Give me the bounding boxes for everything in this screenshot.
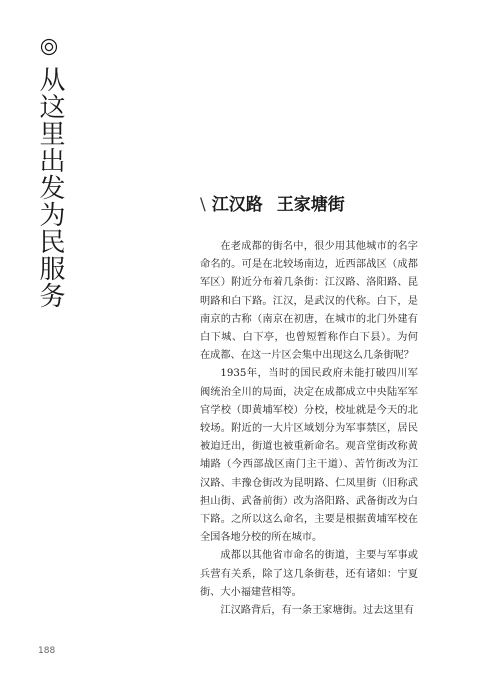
page-number: 188 <box>38 646 56 656</box>
paragraph: 江汉路背后，有一条王家塘街。过去这里有 <box>220 605 414 617</box>
paragraph: 成都以其他省市命名的街道，主要与军事或兵营有关系，除了这几条街巷，还有诸如：宁夏街、大小福建营相等。 <box>200 550 418 598</box>
chapter-title: 从这里出发为民服务 <box>35 66 65 309</box>
section-title-part2: 王家塘街 <box>276 195 345 215</box>
paragraph: 1935年，当时的国民政府未能打破四川军阀统治全川的局面，决定在成都成立中央陆军军官学校（即黄埔军校）分校，校址就是今天的北较场。附近的一大片区域划分为军事禁区，居民被迫迁出，街道也被重新命名。观音堂街改称黄埔路（今西部战区南门主干道）、苦竹街改为江汉路、丰豫仓街改为昆明路、仁凤里街（旧称武担山街、武备前街）改为洛阳路、武备街改为白下路。之所以这么命名，主要是根据黄埔军校在全国各地分校的所在城市。 <box>200 368 418 544</box>
section-slash: \ <box>200 195 206 215</box>
double-circle-icon <box>40 38 58 56</box>
paragraph: 在老成都的街名中，很少用其他城市的名字命名的。可是在北较场南边，近西部战区（成都军区）附近分布着几条街：江汉路、洛阳路、昆明路和白下路。江汉，是武汉的代称。白下，是南京的古称（南京在初唐，在城市的北门外建有白下城、白下亭，也曾短暂称作白下县）。为何在成都、在这一片区会集中出现这么几条街呢？ <box>200 241 418 362</box>
section-title-part1: 江汉路 <box>211 195 263 215</box>
section-heading <box>200 190 345 215</box>
body-text <box>200 238 418 620</box>
